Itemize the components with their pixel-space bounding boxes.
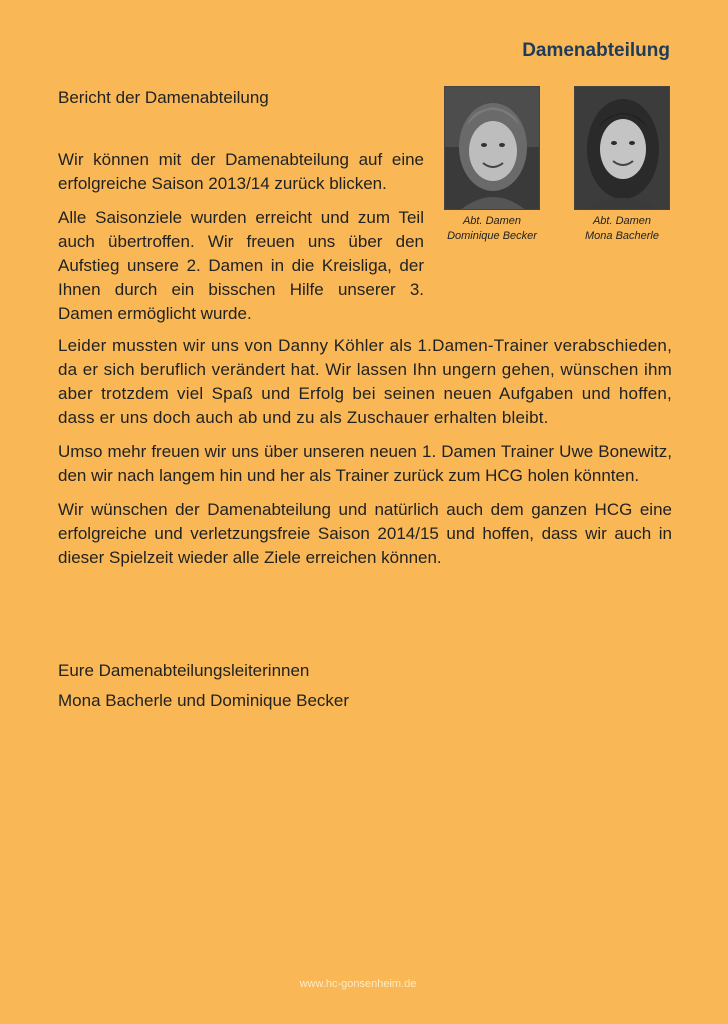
report-heading: Bericht der Damenabteilung (58, 88, 269, 107)
main-text (58, 334, 672, 580)
caption-name: Dominique Becker (447, 230, 537, 242)
paragraph-new-trainer: Umso mehr freuen wir uns über unseren neuen 1. Damen Trainer Uwe Bonewitz, den wir nach langem hin und her als Trainer zurück zum HCG holen könnten. (58, 442, 672, 485)
signoff-line-2: Mona Bacherle und Dominique Becker (58, 691, 350, 710)
intro-paragraph-2: Alle Saisonziele wurden erreicht und zum Teil auch übertroffen. Wir freuen uns über den Aufstieg unsere 2. Damen in die Kreisliga, der Ihnen durch ein bisschen Hilfe unserer 3. Damen ermöglicht wurde. (58, 208, 424, 323)
footer (0, 978, 728, 990)
website-link[interactable]: www.hc-gonsenheim.de (299, 978, 417, 990)
photo-caption-dominique (444, 214, 540, 244)
signoff-line-1: Eure Damenabteilungsleiterinnen (58, 661, 310, 680)
signoff (58, 656, 349, 716)
paragraph-trainer-farewell: Leider mussten wir uns von Danny Köhler als 1.Damen-Trainer verabschieden, da er sich beruflich verändert hat. Wir lassen Ihn ungern gehen, wünschen ihm aber trotzdem viel Spaß und Erfolg bei seinen neuen Aufgaben und hoffen, dass er uns doch auch ab und zu als Zuschauer erhalten bleibt. (58, 336, 672, 427)
caption-name: Mona Bacherle (585, 230, 659, 242)
intro-text (58, 148, 424, 336)
portrait-photo-dominique (444, 86, 540, 210)
paragraph-wishes: Wir wünschen der Damenabteilung und natürlich auch dem ganzen HCG eine erfolgreiche und verletzungsfreie Saison 2014/15 und hoffen, dass wir auch in dieser Spielzeit wieder alle Ziele erreichen können. (58, 500, 672, 567)
caption-role: Abt. Damen (592, 215, 652, 227)
photo-mona (574, 86, 670, 244)
caption-role: Abt. Damen (462, 215, 522, 227)
portrait-photo-mona (574, 86, 670, 210)
photo-dominique (444, 86, 540, 244)
section-title: Damenabteilung (522, 40, 670, 61)
intro-paragraph-1: Wir können mit der Damenabteilung auf eine erfolgreiche Saison 2013/14 zurück blicken. (58, 150, 424, 193)
photo-caption-mona (574, 214, 670, 244)
